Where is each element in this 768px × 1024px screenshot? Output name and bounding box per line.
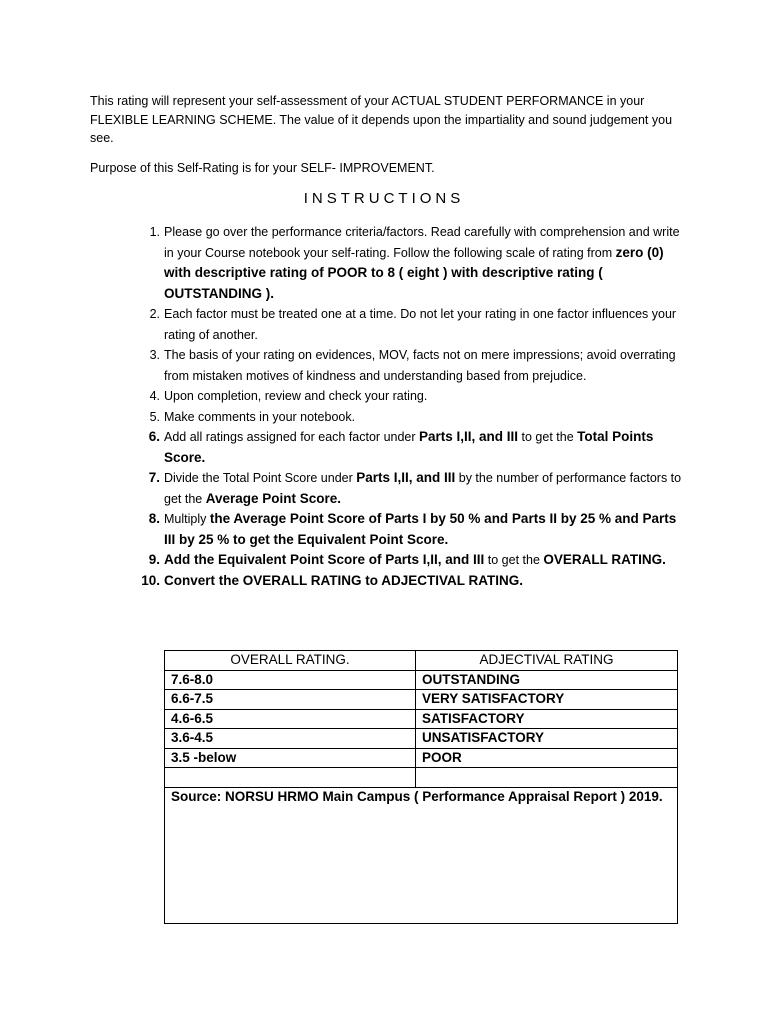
item-number: 3. — [149, 348, 160, 362]
instruction-bold-text: OVERALL RATING. — [543, 552, 666, 567]
adjectival-rating-cell: POOR — [416, 748, 678, 768]
instructions-heading: INSTRUCTIONS — [303, 190, 465, 207]
item-number: 2. — [149, 307, 160, 321]
instruction-text: Make comments in your notebook. — [164, 409, 356, 424]
item-number: 10. — [141, 572, 160, 588]
adjectival-rating-cell — [416, 768, 678, 788]
item-number: 1. — [149, 225, 160, 239]
overall-rating-cell: 7.6-8.0 — [165, 670, 416, 690]
item-number: 8. — [148, 511, 160, 526]
table-row — [165, 690, 678, 710]
instruction-bold-text: Average Point Score. — [205, 490, 341, 506]
column-header: OVERALL RATING. — [165, 651, 416, 671]
overall-rating-cell: 3.5 -below — [165, 748, 416, 768]
source-note: Source: NORSU HRMO Main Campus ( Performance Appraisal Report ) 2019. — [165, 787, 678, 923]
instructions-list — [141, 222, 684, 591]
overall-rating-cell — [165, 768, 416, 788]
adjectival-rating-cell: OUTSTANDING — [416, 670, 678, 690]
overall-rating-cell: 4.6-6.5 — [165, 709, 416, 729]
purpose-paragraph: Purpose of this Self-Rating is for your SELF- IMPROVEMENT. — [90, 161, 435, 175]
instruction-bold-text: Convert the OVERALL RATING to ADJECTIVAL RATING. — [164, 572, 524, 588]
column-header: ADJECTIVAL RATING — [416, 651, 678, 671]
table-row — [165, 709, 678, 729]
table-row — [165, 729, 678, 749]
instruction-text: Add all ratings assigned for each factor under — [164, 430, 420, 444]
table-row — [165, 748, 678, 768]
adjectival-rating-cell: SATISFACTORY — [416, 709, 678, 729]
item-number: 5. — [149, 409, 160, 424]
instruction-text: to get the — [484, 553, 544, 567]
instruction-item — [149, 386, 684, 407]
instruction-text: Multiply — [164, 512, 210, 526]
instruction-text: Please go over the performance criteria/factors. Read carefully with comprehension and write in your Course notebook your self-rating. Follow the following scale of rating from — [164, 225, 680, 260]
table-row — [165, 670, 678, 690]
instruction-text: by the number of performance factors to get the — [164, 471, 682, 506]
instruction-text: Each factor must be treated one at a time. Do not let your rating in one factor influences your rating of another. — [164, 307, 677, 342]
item-number: 6. — [148, 429, 160, 444]
instruction-text: Divide the Total Point Score under — [164, 471, 357, 485]
item-number: 7. — [148, 470, 160, 485]
overall-rating-cell: 3.6-4.5 — [165, 729, 416, 749]
instruction-bold-text: zero (0) with descriptive rating of POOR to 8 ( eight ) with descriptive rating ( OUTSTANDING ). — [164, 244, 664, 301]
instruction-bold-text: Parts I,II, and III — [356, 470, 456, 485]
instruction-item — [149, 304, 684, 345]
instruction-item — [148, 468, 684, 509]
item-number: 9. — [148, 552, 160, 567]
instruction-item — [149, 345, 684, 386]
instruction-bold-text: Add the Equivalent Point Score of Parts I,II, and III — [164, 552, 485, 567]
instruction-text: to get the — [518, 430, 578, 444]
item-number: 4. — [149, 389, 160, 403]
instruction-item — [149, 407, 684, 428]
instruction-item — [149, 222, 684, 304]
adjectival-rating-cell: UNSATISFACTORY — [416, 729, 678, 749]
instruction-text: Upon completion, review and check your rating. — [164, 389, 428, 403]
instruction-item — [148, 550, 684, 571]
source-row — [165, 787, 678, 923]
instruction-item — [148, 427, 684, 468]
table-header-row — [165, 651, 678, 671]
instruction-bold-text: the Average Point Score of Parts I by 50 % and Parts II by 25 % and Parts III by 25 % to get the Equivalent Point Score. — [164, 511, 677, 547]
instruction-bold-text: Parts I,II, and III — [419, 429, 519, 444]
overall-rating-cell: 6.6-7.5 — [165, 690, 416, 710]
instruction-text: The basis of your rating on evidences, MOV, facts not on mere impressions; avoid overrating from mistaken motives of kindness and understanding based from prejudice. — [164, 348, 676, 383]
adjectival-rating-cell: VERY SATISFACTORY — [416, 690, 678, 710]
intro-paragraph: This rating will represent your self-assessment of your ACTUAL STUDENT PERFORMANCE in your FLEXIBLE LEARNING SCHEME. The value of it depends upon the impartiality and sound judgement you see. — [90, 94, 673, 145]
rating-table — [164, 650, 678, 924]
instruction-bold-text: Total Points Score. — [164, 429, 654, 465]
instruction-item — [148, 509, 684, 550]
table-row-empty — [165, 768, 678, 788]
instruction-item — [141, 571, 684, 592]
